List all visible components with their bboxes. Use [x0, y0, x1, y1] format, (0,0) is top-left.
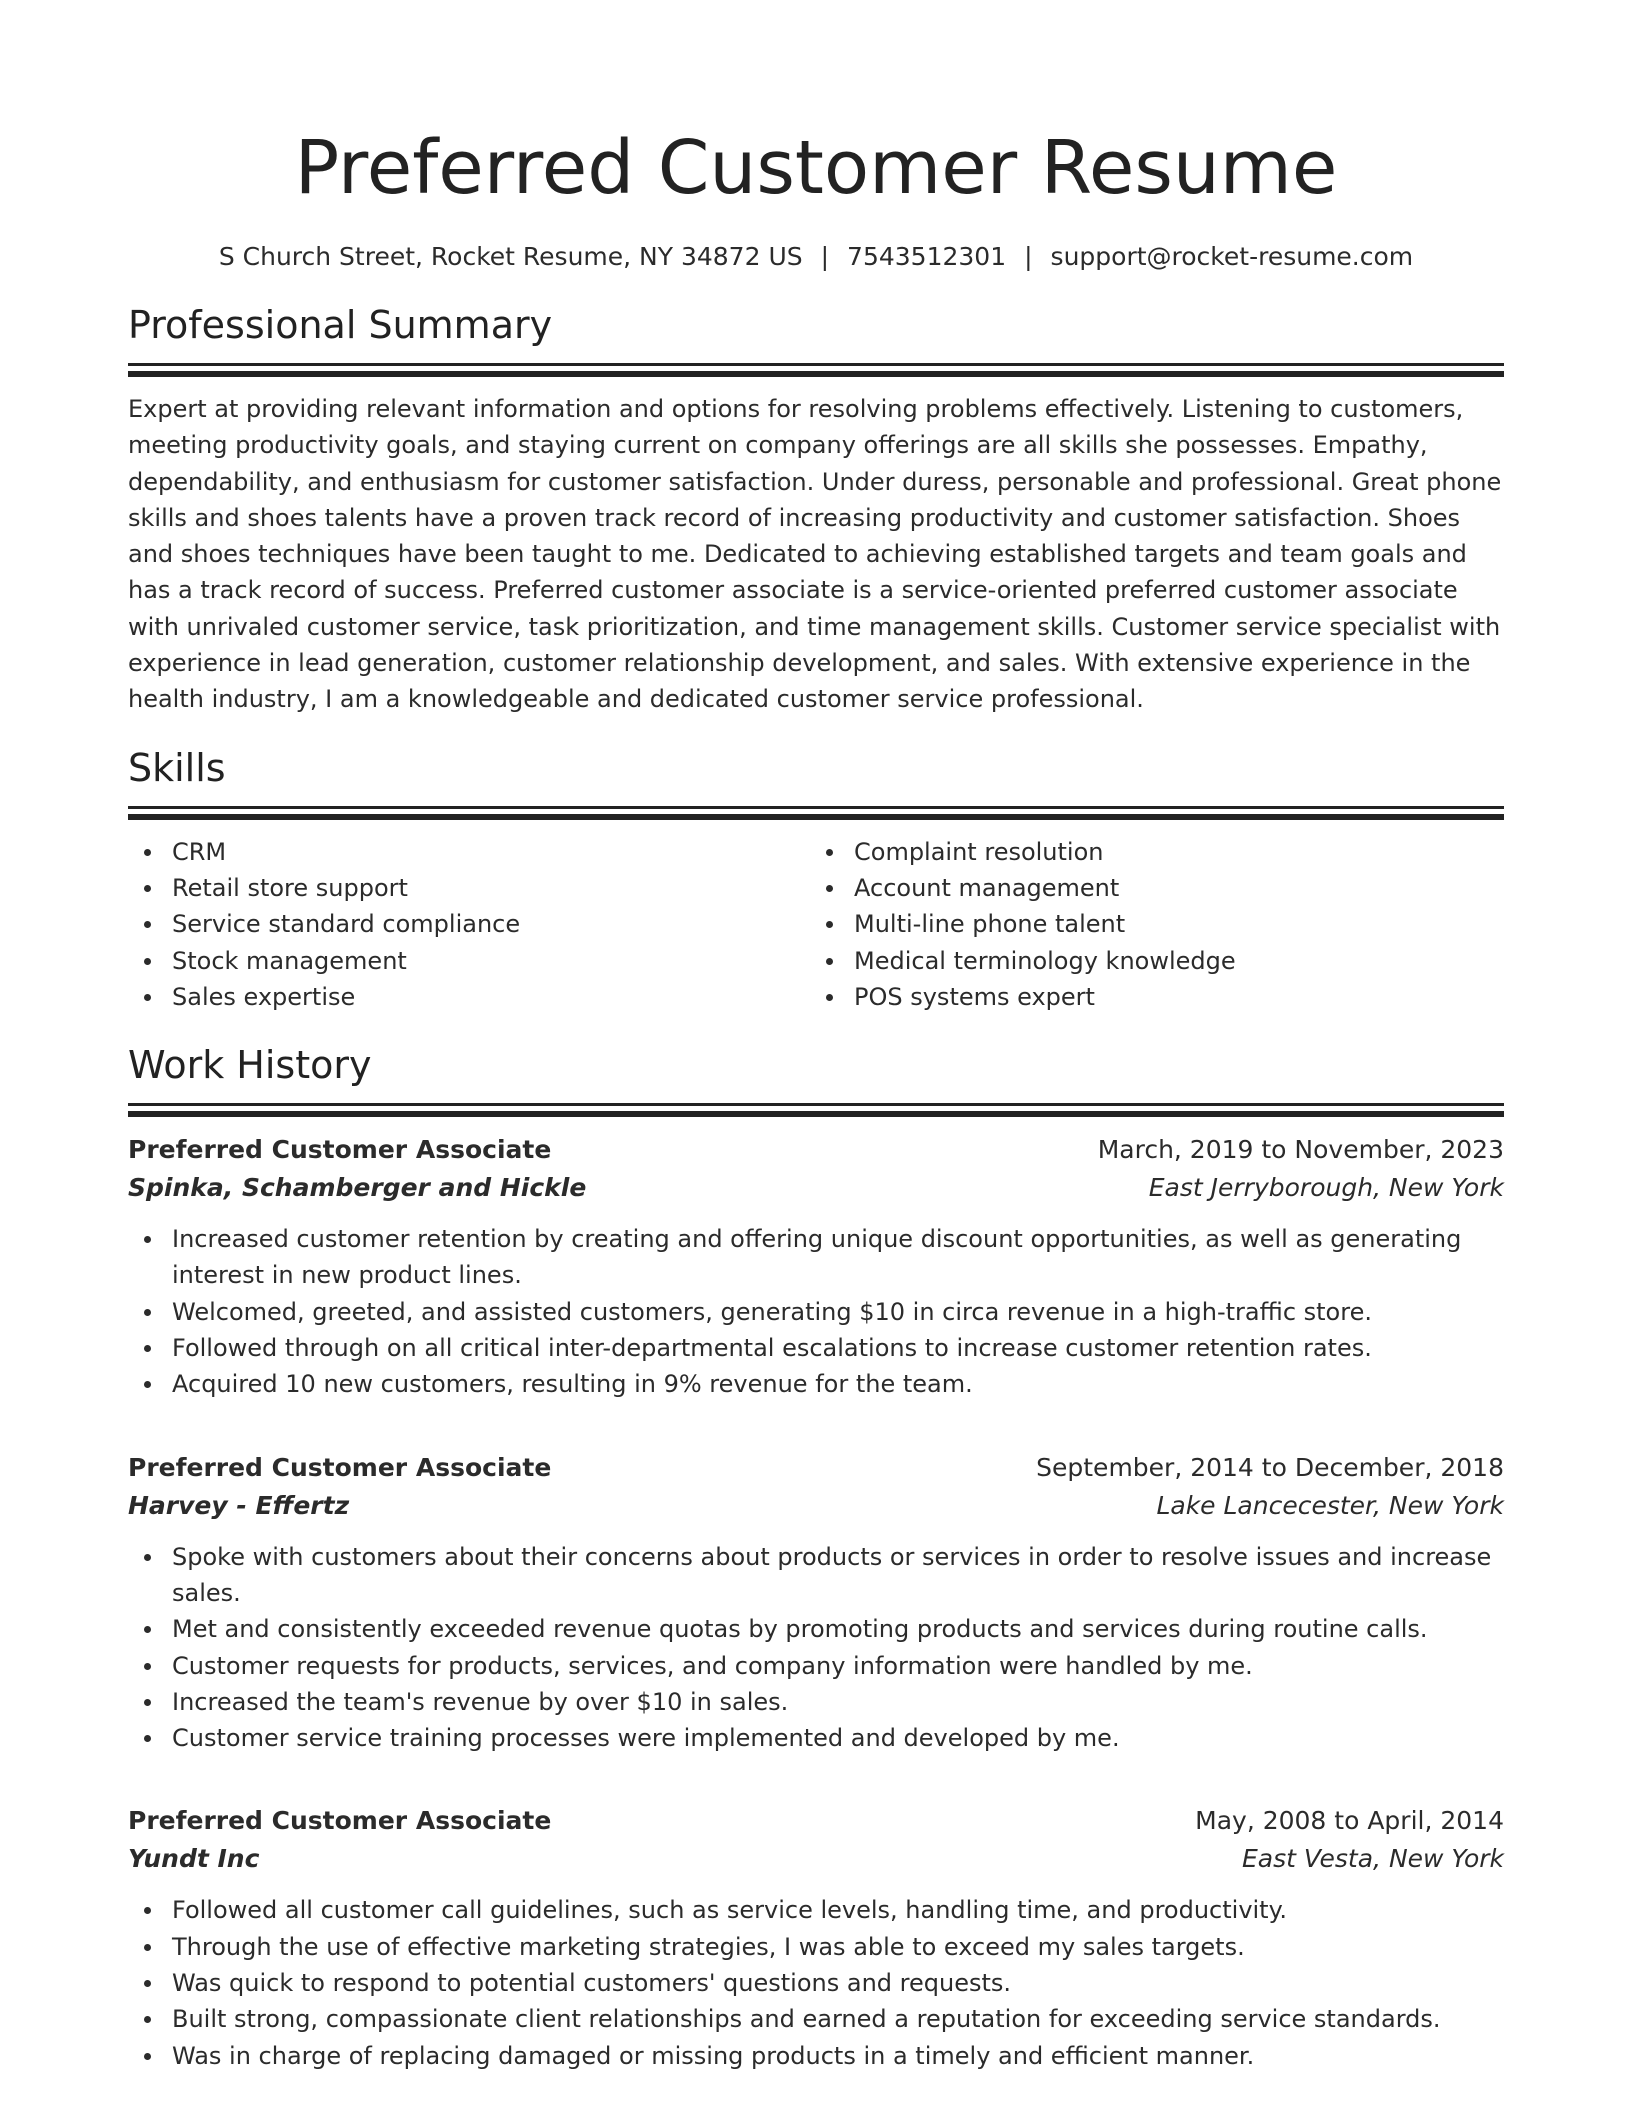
skills-heading: Skills — [128, 745, 226, 790]
contact-email: support@rocket-resume.com — [1050, 242, 1414, 271]
resume-page — [128, 0, 1504, 2074]
skill-item: Service standard compliance — [172, 906, 804, 942]
section-divider-thick — [128, 1111, 1504, 1117]
job-entry — [128, 1802, 1504, 2073]
job-company: Spinka, Schamberger and Hickle — [128, 1173, 587, 1203]
summary-section — [128, 301, 1504, 718]
section-divider — [128, 806, 1504, 809]
skill-item: CRM — [172, 834, 804, 870]
contact-phone: 7543512301 — [847, 242, 1007, 271]
section-divider-thick — [128, 371, 1504, 377]
skill-item: POS systems expert — [854, 979, 1486, 1015]
job-title: Preferred Customer Associate — [128, 1806, 552, 1836]
summary-text: Expert at providing relevant information and options for resolving problems effectively. Listening to customers, meeting productivity goals, and staying current on company offerings are all skills she possesses. Empathy, dependability, and enthusiasm for customer satisfaction. Under duress, personable and professional. Great phone skills and shoes talents have a proven track record of increasing productivity and customer satisfaction. Shoes and shoes techniques have been taught to me. Dedicated to achieving established targets and team goals and has a track record of success. Preferred customer associate is a service-oriented preferred customer associate with unrivaled customer service, task prioritization, and time management skills. Customer service specialist with experience in lead generation, customer relationship development, and sales. With extensive experience in the health industry, I am a knowledgeable and dedicated customer service professional. — [128, 395, 1502, 714]
skills-column-right — [804, 834, 1486, 1015]
section-divider — [128, 363, 1504, 366]
skill-item: Account management — [854, 870, 1486, 906]
contact-separator: | — [1024, 242, 1033, 271]
job-bullets — [128, 1539, 1504, 1757]
job-company: Harvey - Effertz — [128, 1490, 350, 1520]
job-dates: September, 2014 to December, 2018 — [1036, 1452, 1504, 1482]
skills-section — [128, 744, 1504, 1015]
job-bullets — [128, 1221, 1504, 1402]
job-bullet: Met and consistently exceeded revenue quotas by promoting products and services during routine calls. — [172, 1611, 1504, 1647]
skill-item: Stock management — [172, 943, 804, 979]
job-bullet: Followed all customer call guidelines, such as service levels, handling time, and productivity. — [172, 1892, 1504, 1928]
skill-item: Multi-line phone talent — [854, 906, 1486, 942]
work-history-heading: Work History — [128, 1043, 372, 1088]
job-bullet: Was quick to respond to potential customers' questions and requests. — [172, 1965, 1504, 2001]
job-header — [128, 1802, 1504, 1840]
job-location: Lake Lancecester, New York — [1156, 1490, 1504, 1520]
contact-address: S Church Street, Rocket Resume, NY 34872 US — [218, 242, 803, 271]
job-dates: March, 2019 to November, 2023 — [1097, 1135, 1504, 1165]
skills-list — [128, 834, 1504, 1015]
job-entry — [128, 1131, 1504, 1402]
work-history-section — [128, 1041, 1504, 2074]
job-header — [128, 1131, 1504, 1169]
job-bullets — [128, 1892, 1504, 2073]
job-title: Preferred Customer Associate — [128, 1135, 552, 1165]
job-bullet: Customer service training processes were implemented and developed by me. — [172, 1720, 1504, 1756]
job-bullet: Was in charge of replacing damaged or missing products in a timely and efficient manner. — [172, 2038, 1504, 2074]
job-dates: May, 2008 to April, 2014 — [1195, 1806, 1504, 1836]
skill-item: Complaint resolution — [854, 834, 1486, 870]
contact-separator: | — [820, 242, 830, 271]
job-location: East Vesta, New York — [1242, 1844, 1504, 1874]
skills-column-left — [128, 834, 804, 1015]
job-bullet: Spoke with customers about their concerns about products or services in order to resolve issues and increase sales. — [172, 1539, 1504, 1612]
job-bullet: Increased customer retention by creating and offering unique discount opportunities, as well as generating interest in new product lines. — [172, 1221, 1504, 1294]
job-bullet: Increased the team's revenue by over $10 in sales. — [172, 1684, 1504, 1720]
job-bullet: Welcomed, greeted, and assisted customers, generating $10 in circa revenue in a high-traffic store. — [172, 1294, 1504, 1330]
skill-item: Medical terminology knowledge — [854, 943, 1486, 979]
job-entry — [128, 1449, 1504, 1757]
job-title: Preferred Customer Associate — [128, 1452, 552, 1482]
job-location: East Jerryborough, New York — [1148, 1173, 1504, 1203]
skill-item: Sales expertise — [172, 979, 804, 1015]
job-company: Yundt Inc — [128, 1844, 260, 1874]
section-divider — [128, 1103, 1504, 1106]
job-header — [128, 1449, 1504, 1487]
summary-heading: Professional Summary — [128, 303, 553, 347]
job-bullet: Customer requests for products, services, and company information were handled by me. — [172, 1648, 1504, 1684]
contact-line — [128, 240, 1504, 274]
job-bullet: Acquired 10 new customers, resulting in 9% revenue for the team. — [172, 1366, 1504, 1402]
job-bullet: Followed through on all critical inter-departmental escalations to increase customer retention rates. — [172, 1330, 1504, 1366]
job-bullet: Built strong, compassionate client relationships and earned a reputation for exceeding service standards. — [172, 2001, 1504, 2037]
job-subheader — [128, 1487, 1504, 1525]
job-bullet: Through the use of effective marketing strategies, I was able to exceed my sales targets. — [172, 1929, 1504, 1965]
job-subheader — [128, 1840, 1504, 1878]
resume-title: Preferred Customer Resume — [294, 125, 1338, 211]
job-subheader — [128, 1169, 1504, 1207]
section-divider-thick — [128, 814, 1504, 820]
skill-item: Retail store support — [172, 870, 804, 906]
